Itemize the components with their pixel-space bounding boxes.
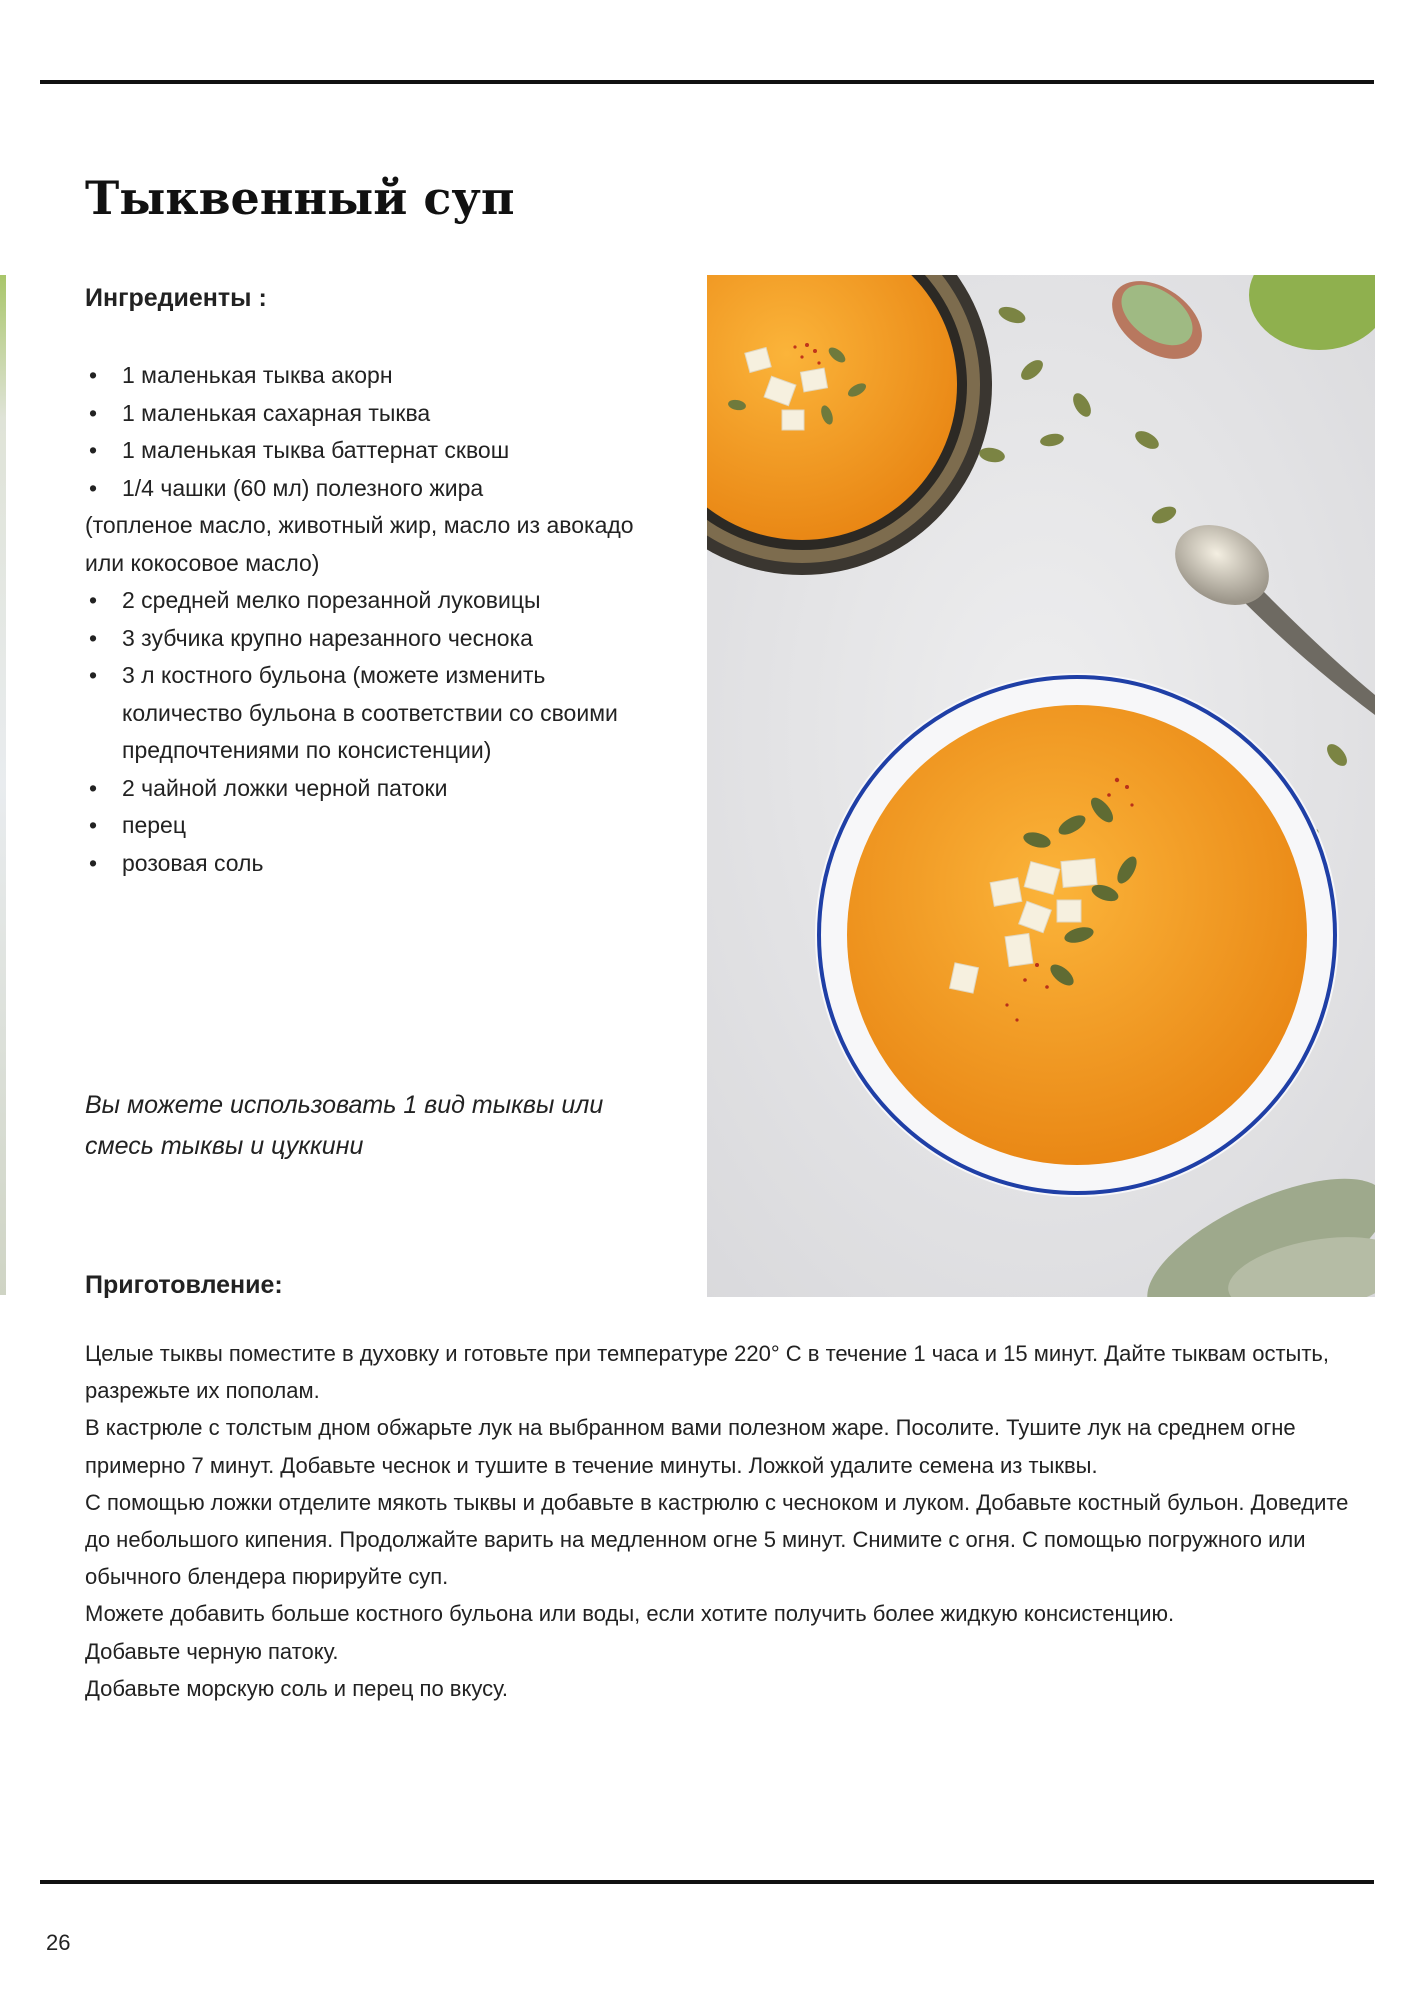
- ingredient-item: • 3 зубчика крупно нарезанного чеснока: [85, 620, 645, 658]
- top-rule: [40, 80, 1374, 84]
- page-number: 26: [46, 1930, 71, 1955]
- ingredients-heading: Ингредиенты :: [85, 284, 267, 312]
- preparation-step: Можете добавить больше костного бульона или воды, если хотите получить более жидкую консистенцию.: [85, 1601, 1175, 1627]
- ingredient-item: • 1/4 чашки (60 мл) полезного жира: [85, 470, 645, 508]
- preparation-steps: [85, 1335, 1365, 1707]
- ingredient-item: • 1 маленькая тыква баттернат сквош: [85, 432, 645, 470]
- ingredient-item: • 3 л костного бульона (можете изменить количество бульона в соответствии со своими предпочтениями по консистенции): [85, 657, 645, 770]
- recipe-tip: Вы можете использовать 1 вид тыквы или смесь тыквы и цуккини: [85, 1091, 604, 1160]
- ingredient-item: • перец: [85, 807, 645, 845]
- ingredients-list: [85, 357, 645, 882]
- page-title: Тыквенный суп: [85, 171, 515, 225]
- preparation-step: С помощью ложки отделите мякоть тыквы и добавьте в кастрюлю с чесноком и луком. Добавьте костный бульон. Доведите до небольшого кипения. Продолжайте варить на медленном огне 5 минут. Снимите с огня. С помощью погружного или обычного блендера пюрируйте суп.: [85, 1489, 1349, 1590]
- ingredient-item: • 2 средней мелко порезанной луковицы: [85, 582, 645, 620]
- soup-bowls-illustration: [707, 275, 1375, 1297]
- ingredient-item: • 1 маленькая тыква акорн: [85, 357, 645, 395]
- preparation-step: Добавьте морскую соль и перец по вкусу.: [85, 1675, 509, 1701]
- preparation-step: Целые тыквы поместите в духовку и готовьте при температуре 220° С в течение 1 часа и 15 минут. Дайте тыквам остыть, разрежьте их пополам.: [85, 1341, 1329, 1404]
- ingredient-item: • 1 маленькая сахарная тыква: [85, 395, 645, 433]
- pumpkin-soup-photo: [707, 275, 1375, 1297]
- ingredient-item: • розовая соль: [85, 845, 645, 883]
- ingredient-fat-note: (топленое масло, животный жир, масло из авокадо или кокосовое масло): [85, 512, 634, 576]
- preparation-heading: Приготовление:: [85, 1271, 283, 1299]
- preparation-step: В кастрюле с толстым дном обжарьте лук на выбранном вами полезном жаре. Посолите. Тушите лук на среднем огне примерно 7 минут. Добавьте чеснок и тушите в течение минуты. Ложкой удалите семена из тыквы.: [85, 1415, 1296, 1478]
- ingredient-item: • 2 чайной ложки черной патоки: [85, 770, 645, 808]
- preparation-step: Добавьте черную патоку.: [85, 1638, 339, 1664]
- left-edge-photo-strip: [0, 275, 6, 1295]
- bottom-rule: [40, 1880, 1374, 1884]
